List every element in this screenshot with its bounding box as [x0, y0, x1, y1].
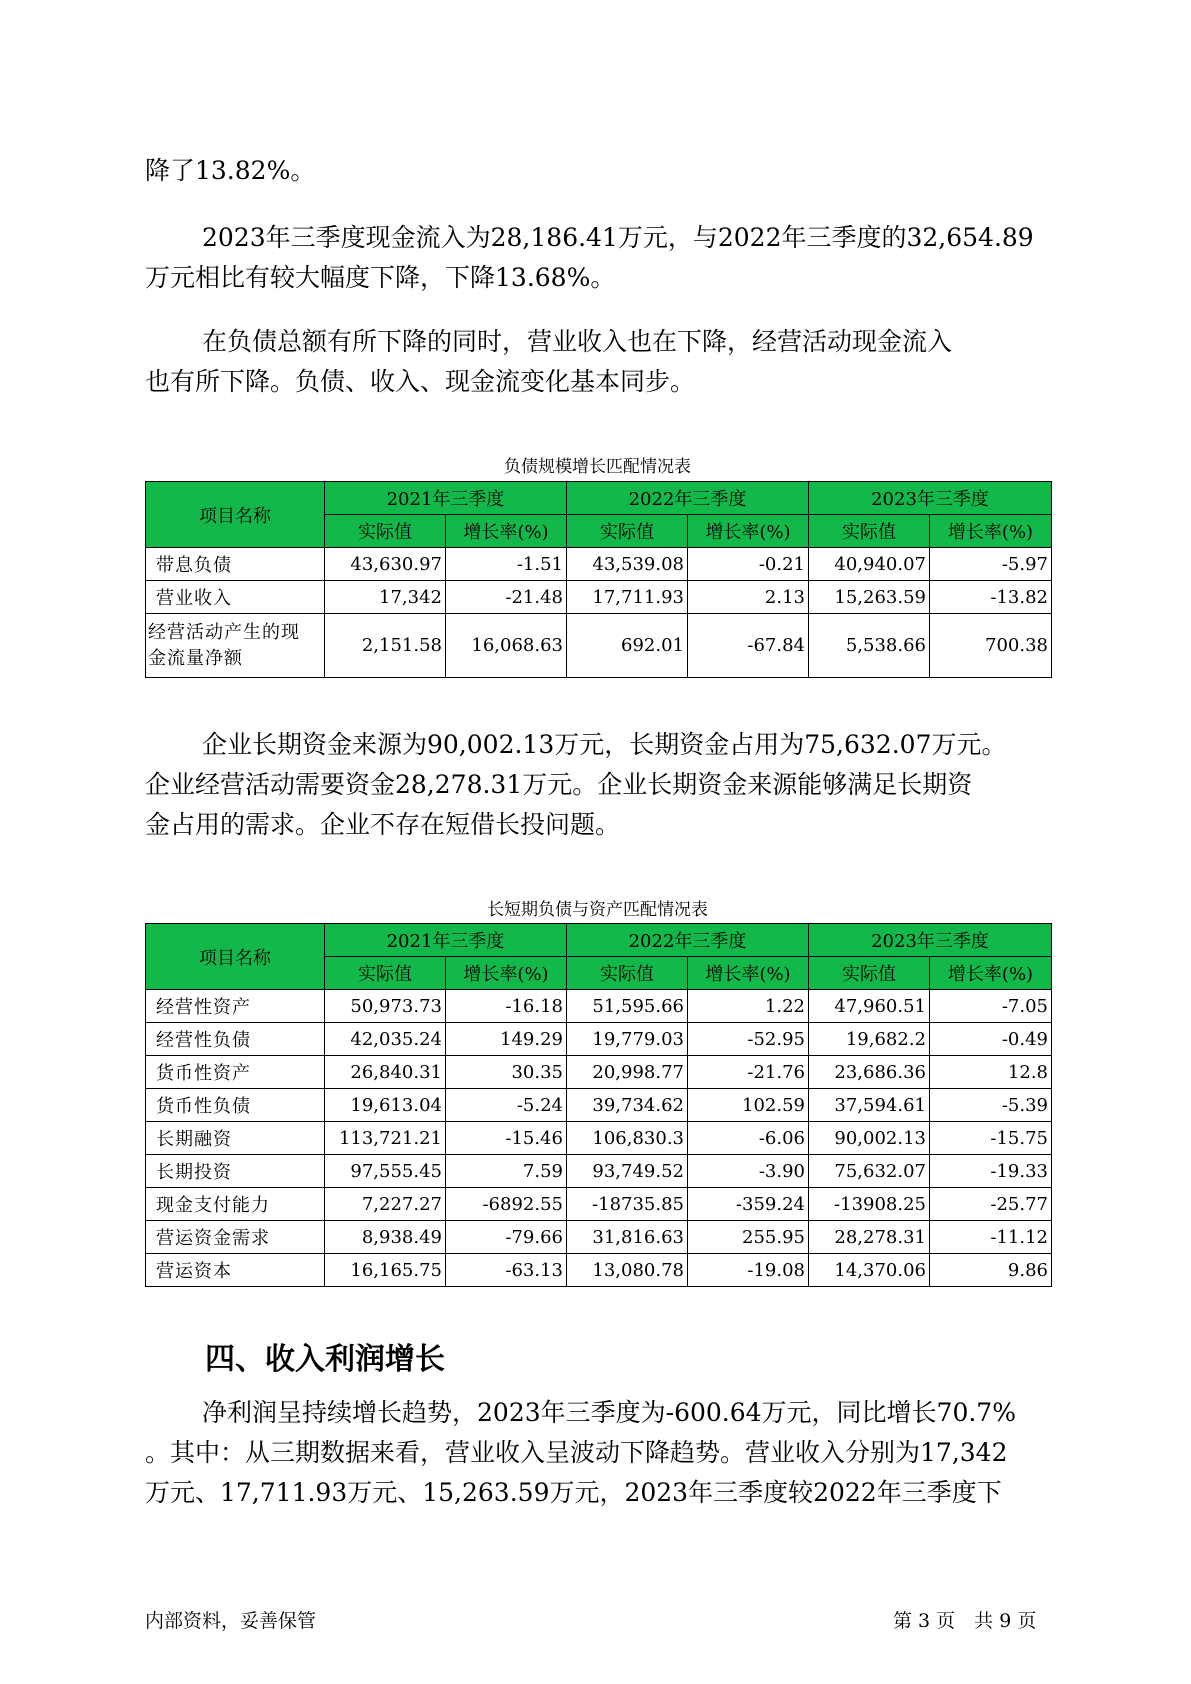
table-row: [146, 614, 1052, 678]
table-cell: 700.38: [930, 614, 1052, 678]
text-line: 2023年三季度现金流入为28,186.41万元，与2022年三季度的32,654.89: [202, 223, 1034, 252]
text-line: 企业经营活动需要资金28,278.31万元。企业长期资金来源能够满足长期资: [145, 770, 973, 799]
text-line: 。其中：从三期数据来看，营业收入呈波动下降趋势。营业收入分别为17,342: [145, 1438, 1008, 1467]
table-cell: 40,940.07: [809, 548, 930, 581]
growth-rate-header: 增长率(%): [446, 957, 567, 990]
growth-rate-header: 增长率(%): [446, 515, 567, 548]
table-cell: 106,830.3: [567, 1122, 688, 1155]
table-cell: 42,035.24: [325, 1023, 446, 1056]
table-cell: 47,960.51: [809, 990, 930, 1023]
table-cell: 90,002.13: [809, 1122, 930, 1155]
table-cell: 28,278.31: [809, 1221, 930, 1254]
table-cell: 149.29: [446, 1023, 567, 1056]
text-line: 在负债总额有所下降的同时，营业收入也在下降，经营活动现金流入: [202, 327, 953, 356]
table-row: [146, 1221, 1052, 1254]
table-header-row: [146, 924, 1052, 957]
row-label: 经营活动产生的现金流量净额: [146, 614, 325, 678]
row-label: 货币性资产: [146, 1056, 325, 1089]
table-row: [146, 1188, 1052, 1221]
table-cell: 37,594.61: [809, 1089, 930, 1122]
table-cell: 12.8: [930, 1056, 1052, 1089]
text-line: 万元、17,711.93万元、15,263.59万元，2023年三季度较2022年三季度下: [145, 1478, 1002, 1507]
table-cell: -21.76: [688, 1056, 809, 1089]
actual-value-header: 实际值: [567, 957, 688, 990]
table-cell: 113,721.21: [325, 1122, 446, 1155]
page-number: 第 3 页 共 9 页: [893, 1610, 1037, 1632]
paragraph-4: [145, 725, 1050, 845]
table-cell: 30.35: [446, 1056, 567, 1089]
table-cell: 93,749.52: [567, 1155, 688, 1188]
text-line: 净利润呈持续增长趋势，2023年三季度为-600.64万元，同比增长70.7%: [202, 1398, 1016, 1427]
table-row: [146, 581, 1052, 614]
table-cell: 16,068.63: [446, 614, 567, 678]
period-header: 2022年三季度: [567, 924, 809, 957]
table-cell: -5.39: [930, 1089, 1052, 1122]
actual-value-header: 实际值: [809, 515, 930, 548]
table-cell: 2,151.58: [325, 614, 446, 678]
table-2-caption: 长短期负债与资产匹配情况表: [487, 900, 708, 920]
table-cell: -15.75: [930, 1122, 1052, 1155]
table-cell: 102.59: [688, 1089, 809, 1122]
table-cell: 23,686.36: [809, 1056, 930, 1089]
table-cell: -15.46: [446, 1122, 567, 1155]
growth-rate-header: 增长率(%): [688, 515, 809, 548]
paragraph-5: [145, 1393, 1050, 1513]
table-cell: -5.97: [930, 548, 1052, 581]
table-row: [146, 1254, 1052, 1287]
footer-confidential-note: 内部资料，妥善保管: [145, 1610, 317, 1632]
table-row: [146, 1056, 1052, 1089]
table-cell: 19,613.04: [325, 1089, 446, 1122]
paragraph-1: [145, 151, 1050, 191]
actual-value-header: 实际值: [325, 957, 446, 990]
period-header: 2021年三季度: [325, 482, 567, 515]
table-cell: 9.86: [930, 1254, 1052, 1287]
paragraph-3: [145, 322, 1050, 402]
table-cell: -7.05: [930, 990, 1052, 1023]
table-cell: 7.59: [446, 1155, 567, 1188]
table-cell: 5,538.66: [809, 614, 930, 678]
item-name-header: 项目名称: [146, 924, 325, 990]
period-header: 2023年三季度: [809, 924, 1052, 957]
row-label: 经营性资产: [146, 990, 325, 1023]
table-row: [146, 1089, 1052, 1122]
table-cell: 17,342: [325, 581, 446, 614]
table-cell: -6.06: [688, 1122, 809, 1155]
row-label: 营运资金需求: [146, 1221, 325, 1254]
item-name-header: 项目名称: [146, 482, 325, 548]
growth-rate-header: 增长率(%): [930, 957, 1052, 990]
table-cell: -67.84: [688, 614, 809, 678]
growth-rate-header: 增长率(%): [688, 957, 809, 990]
row-label: 现金支付能力: [146, 1188, 325, 1221]
text-line: 企业长期资金来源为90,002.13万元，长期资金占用为75,632.07万元。: [202, 730, 1007, 759]
table-cell: 39,734.62: [567, 1089, 688, 1122]
table-cell: -0.49: [930, 1023, 1052, 1056]
text-line: 金占用的需求。企业不存在短借长投问题。: [145, 810, 621, 839]
table-cell: 17,711.93: [567, 581, 688, 614]
row-label: 经营性负债: [146, 1023, 325, 1056]
table-cell: 13,080.78: [567, 1254, 688, 1287]
table-cell: -63.13: [446, 1254, 567, 1287]
table-header-row: [146, 482, 1052, 515]
table-cell: 50,973.73: [325, 990, 446, 1023]
table-cell: 7,227.27: [325, 1188, 446, 1221]
table-cell: -13908.25: [809, 1188, 930, 1221]
table-cell: -11.12: [930, 1221, 1052, 1254]
row-label: 长期投资: [146, 1155, 325, 1188]
table-cell: -79.66: [446, 1221, 567, 1254]
table-cell: 26,840.31: [325, 1056, 446, 1089]
table-cell: -52.95: [688, 1023, 809, 1056]
text-line: 降了13.82%。: [145, 156, 316, 185]
table-cell: 20,998.77: [567, 1056, 688, 1089]
row-label: 营业收入: [146, 581, 325, 614]
table-cell: -3.90: [688, 1155, 809, 1188]
table-cell: 692.01: [567, 614, 688, 678]
debt-asset-match-table: [145, 923, 1052, 1287]
table-cell: 16,165.75: [325, 1254, 446, 1287]
table-cell: 43,539.08: [567, 548, 688, 581]
table-row: [146, 1122, 1052, 1155]
table-cell: 31,816.63: [567, 1221, 688, 1254]
period-header: 2023年三季度: [809, 482, 1052, 515]
debt-growth-table: [145, 481, 1052, 678]
table-cell: 19,779.03: [567, 1023, 688, 1056]
table-cell: -13.82: [930, 581, 1052, 614]
table-row: [146, 990, 1052, 1023]
table-cell: 2.13: [688, 581, 809, 614]
section-heading: 四、收入利润增长: [205, 1342, 445, 1377]
table-cell: -5.24: [446, 1089, 567, 1122]
table-cell: 14,370.06: [809, 1254, 930, 1287]
text-line: 也有所下降。负债、收入、现金流变化基本同步。: [145, 367, 696, 396]
table-row: [146, 548, 1052, 581]
table-cell: 43,630.97: [325, 548, 446, 581]
row-label: 营运资本: [146, 1254, 325, 1287]
row-label: 带息负债: [146, 548, 325, 581]
table-cell: -359.24: [688, 1188, 809, 1221]
actual-value-header: 实际值: [567, 515, 688, 548]
actual-value-header: 实际值: [325, 515, 446, 548]
table-1-caption: 负债规模增长匹配情况表: [504, 457, 691, 477]
table-cell: 75,632.07: [809, 1155, 930, 1188]
period-header: 2021年三季度: [325, 924, 567, 957]
growth-rate-header: 增长率(%): [930, 515, 1052, 548]
table-cell: 51,595.66: [567, 990, 688, 1023]
actual-value-header: 实际值: [809, 957, 930, 990]
table-row: [146, 1023, 1052, 1056]
table-cell: -19.33: [930, 1155, 1052, 1188]
table-cell: -21.48: [446, 581, 567, 614]
table-cell: 8,938.49: [325, 1221, 446, 1254]
table-cell: -18735.85: [567, 1188, 688, 1221]
row-label: 货币性负债: [146, 1089, 325, 1122]
table-cell: -0.21: [688, 548, 809, 581]
table-cell: 255.95: [688, 1221, 809, 1254]
table-cell: 19,682.2: [809, 1023, 930, 1056]
table-cell: -16.18: [446, 990, 567, 1023]
paragraph-2: [145, 218, 1050, 298]
table-cell: 97,555.45: [325, 1155, 446, 1188]
period-header: 2022年三季度: [567, 482, 809, 515]
table-cell: -1.51: [446, 548, 567, 581]
table-cell: 1.22: [688, 990, 809, 1023]
table-row: [146, 1155, 1052, 1188]
row-label: 长期融资: [146, 1122, 325, 1155]
table-cell: -19.08: [688, 1254, 809, 1287]
table-cell: -25.77: [930, 1188, 1052, 1221]
table-cell: 15,263.59: [809, 581, 930, 614]
text-line: 万元相比有较大幅度下降，下降13.68%。: [145, 263, 616, 292]
table-cell: -6892.55: [446, 1188, 567, 1221]
